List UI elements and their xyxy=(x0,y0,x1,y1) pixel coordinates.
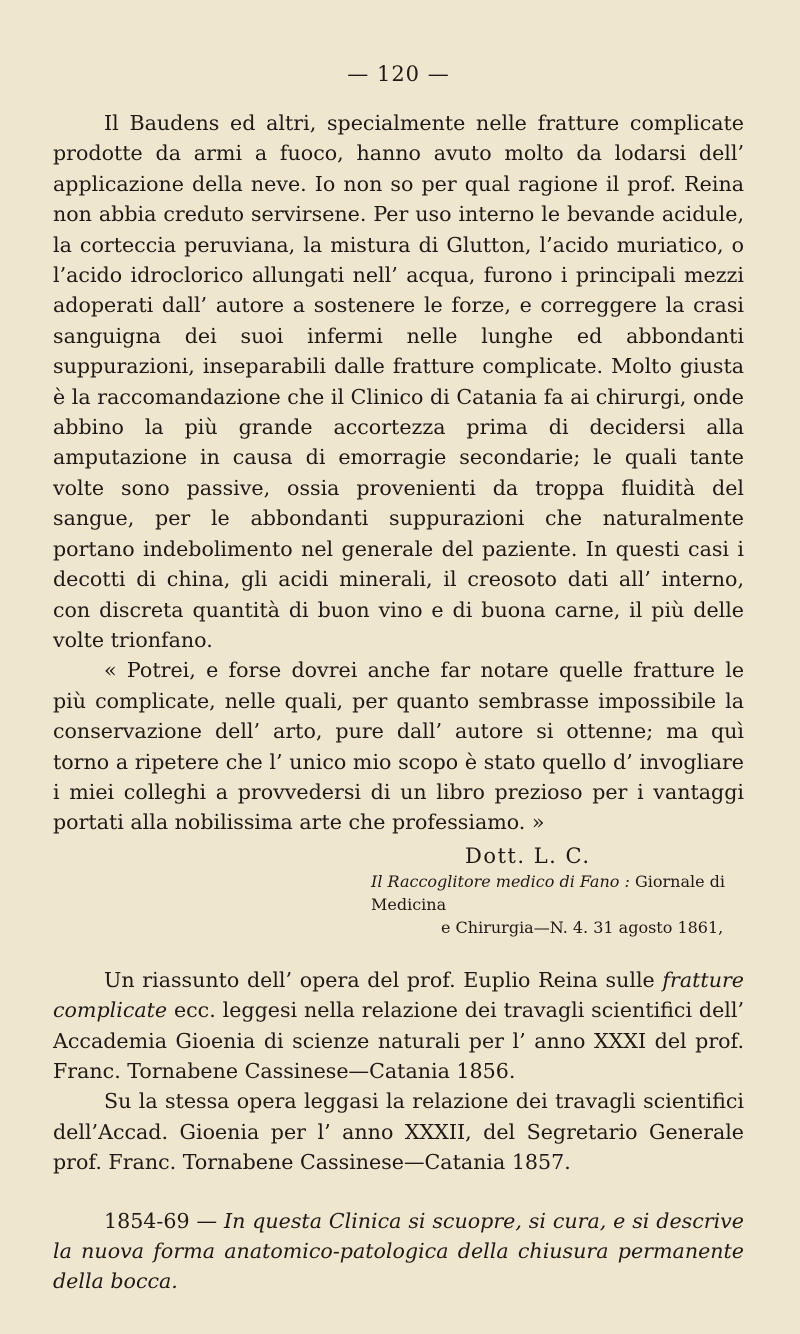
paragraph-relazione: Su la stessa opera leggasi la relazione dei travagli scientifici dell’Accad. Gioenia per l’ anno XXXII, del Segretario Generale prof. Franc. Tornabene Cassinese—Catania 1857. xyxy=(53,1089,744,1175)
source-journal-subtitle: Giornale di Medicina xyxy=(371,871,726,914)
clinica-italic-title: In questa Clinica si scuopre, si cura, e si descrive la nuova forma anatomico-patologica della chiusura permanente della bocca. xyxy=(53,1208,744,1294)
paragraph-fratture-treatment: Il Baudens ed altri, specialmente nelle fratture complicate prodotte da armi a fuoco, hanno avuto molto da lodarsi dell’ applicazione della neve. Io non so per qual ragione il prof. Reina non abbia creduto servirsene. Per uso interno le bevande acidule, la corteccia peruviana, la mistura di Glutton, l’acido muriatico, o l’acido idroclorico allungati nell’ acqua, furono i principali mezzi adoperati dall’ autore a sostenere le forze, e correggere la crasi sanguigna dei suoi infermi nelle lunghe ed abbondanti suppurazioni, inseparabili dalle fratture complicate. Molto giusta è la raccomandazione che il Clinico di Catania fa ai chirurgi, onde abbino la più grande accortezza prima di decidersi alla amputazione in causa di emorragie secondarie; le quali tante volte sono passive, ossia provenienti da troppa fluidità del sangue, per le abbondanti suppurazioni che naturalmente portano indebolimento nel generale del paziente. In questi casi i decotti di china, gli acidi minerali, il creosoto dati all’ interno, con discreta quantità di buon vino e di buona carne, il più delle volte trionfano. xyxy=(53,111,744,652)
paragraph-riassunto xyxy=(53,965,744,1087)
riassunto-text-start: Un riassunto dell’ opera del prof. Euplio Reina sulle xyxy=(104,967,663,992)
paragraph-clinica-entry xyxy=(53,1206,744,1297)
signature xyxy=(53,842,744,870)
source-journal-title: Il Raccoglitore medico di Fano : xyxy=(371,871,630,891)
paragraph-quoted-conclusion: « Potrei, e forse dovrei anche far notare quelle fratture le più complicate, nelle quali, per quanto sembrasse impossibile la conservazione dell’ arto, pure dall’ autore si ottenne; ma quì torno a ripetere che l’ unico mio scopo è stato quello d’ invogliare i miei colleghi a provvedersi di un libro prezioso per i vantaggi portati alla nobilissima arte che professiamo. » xyxy=(53,658,744,835)
source-citation xyxy=(53,870,744,916)
signature-text: Dott. L. C. xyxy=(465,843,591,868)
riassunto-text-end: ecc. leggesi nella relazione dei travagli scientifici dell’ Accademia Gioenia di scienze naturali per l’ anno XXXI del prof. Franc. Tornabene Cassinese—Catania 1856. xyxy=(53,998,744,1083)
source-citation-details: e Chirurgia—N. 4. 31 agosto 1861, xyxy=(441,917,724,937)
riassunto-italic-title: fratture complicate xyxy=(53,967,744,1023)
page-number: — 120 — xyxy=(347,62,450,86)
clinica-years: 1854-69 — xyxy=(104,1208,224,1233)
